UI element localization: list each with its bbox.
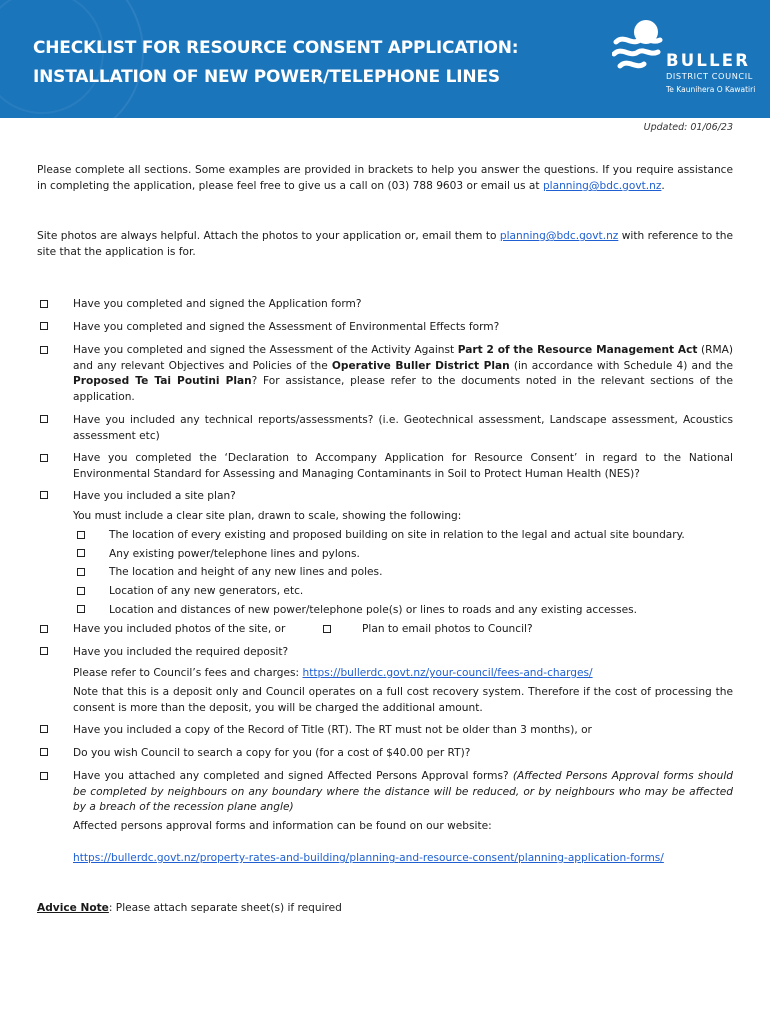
checkbox-council-search[interactable]: [40, 748, 48, 756]
site-plan-item-distances: Location and distances of new power/telephone pole(s) or lines to roads and any existing accesses.: [109, 604, 638, 616]
deposit-note: Note that this is a deposit only and Council operates on a full cost recovery system. Therefore if the cost of processing the consent is more than the deposit, you will be charged the additional amount.: [73, 686, 733, 714]
photos-text: Site photos are always helpful. Attach the photos to your application or, email them to: [37, 230, 500, 242]
site-plan-intro: You must include a clear site plan, drawn to scale, showing the following:: [73, 510, 462, 522]
item3-bold-tai-poutini: Proposed Te Tai Poutini Plan: [73, 375, 252, 388]
council-logo: [612, 16, 762, 100]
item11-text: Have you attached any completed and signed Affected Persons Approval forms?: [73, 770, 513, 782]
checkbox-affected-persons[interactable]: [40, 772, 48, 780]
item3-bold-rma: Part 2 of the Resource Management Act: [457, 344, 698, 356]
item-site-photos: Have you included photos of the site, or: [73, 623, 286, 635]
item3-text-a: Have you completed and signed the Assessment of the Activity Against: [73, 344, 458, 356]
item-aee-form: Have you completed and signed the Assessment of Environmental Effects form?: [73, 321, 500, 333]
intro-paragraph: [37, 162, 733, 194]
item-record-of-title: Have you included a copy of the Record of Title (RT). The RT must not be older than 3 months), or: [73, 724, 592, 736]
forms-link[interactable]: https://bullerdc.govt.nz/property-rates-and-building/planning-and-resource-consent/planning-application-forms/: [73, 852, 664, 864]
advice-note: [37, 901, 342, 917]
item-affected-persons: [73, 769, 733, 816]
checkbox-site-plan-generators[interactable]: [77, 587, 85, 595]
fees-text: Please refer to Council’s fees and charges:: [73, 667, 303, 679]
header-banner: [0, 0, 770, 118]
item3-text-e: (in accordance with Schedule 4) and the: [509, 359, 733, 372]
wave-logo-icon: [612, 16, 668, 86]
item3-text-c: (RMA) and any relevant Objectives and Policies of the: [73, 344, 733, 372]
checkbox-site-photos[interactable]: [40, 625, 48, 633]
item-site-plan: Have you included a site plan?: [73, 490, 236, 502]
checkbox-part2-assessment[interactable]: [40, 346, 48, 354]
item-deposit: Have you included the required deposit?: [73, 646, 289, 658]
checkbox-site-plan-new-lines[interactable]: [77, 568, 85, 576]
checkbox-nes-declaration[interactable]: [40, 454, 48, 462]
logo-name: BULLER: [666, 51, 751, 70]
site-plan-item-generators: Location of any new generators, etc.: [109, 585, 304, 597]
item3-bold-district-plan: Operative Buller District Plan: [331, 359, 510, 372]
site-plan-item-new-lines: The location and height of any new lines and poles.: [109, 566, 383, 578]
email-link[interactable]: planning@bdc.govt.nz: [542, 180, 662, 192]
photos-end: with reference to the site that the application is for.: [37, 230, 733, 258]
item3-text-g: ? For assistance, please refer to the documents noted in the relevant sections of the application.: [73, 375, 733, 403]
checkbox-technical-reports[interactable]: [40, 415, 48, 423]
updated-date: Updated: 01/06/23: [643, 122, 733, 133]
checkbox-deposit[interactable]: [40, 647, 48, 655]
site-plan-item-buildings: The location of every existing and proposed building on site in relation to the legal and actual site boundary.: [109, 529, 685, 541]
item-email-photos: Plan to email photos to Council?: [362, 623, 533, 635]
item-application-form: Have you completed and signed the Application form?: [73, 298, 362, 310]
intro-end: .: [661, 180, 665, 192]
forms-link-row: [73, 851, 664, 867]
intro-text: Please complete all sections. Some examples are provided in brackets to help you answer the questions. If you require assistance in completing the application, please feel free to give us a call on (03) 788 9603 or email us at: [37, 164, 733, 192]
affected-persons-website-note: Affected persons approval forms and information can be found on our website:: [73, 820, 492, 832]
checkbox-site-plan-existing-lines[interactable]: [77, 549, 85, 557]
item-council-search: Do you wish Council to search a copy for you (for a cost of $40.00 per RT)?: [73, 747, 471, 759]
checkbox-site-plan-distances[interactable]: [77, 605, 85, 613]
email-link[interactable]: planning@bdc.govt.nz: [499, 230, 619, 242]
checkbox-site-plan[interactable]: [40, 491, 48, 499]
item-nes-declaration: Have you completed the ‘Declaration to Accompany Application for Resource Consent’ in regard to the National Environmental Standard for Assessing and Managing Contaminants in Soil to Protect Human Health (NES)?: [73, 452, 733, 480]
item-part2-assessment: [73, 343, 733, 405]
site-plan-item-existing-lines: Any existing power/telephone lines and pylons.: [109, 548, 360, 560]
logo-subtitle: DISTRICT COUNCIL: [666, 71, 753, 81]
checkbox-record-of-title[interactable]: [40, 725, 48, 733]
checkbox-aee-form[interactable]: [40, 322, 48, 330]
fees-link[interactable]: https://bullerdc.govt.nz/your-council/fees-and-charges/: [302, 667, 593, 679]
checkbox-application-form[interactable]: [40, 300, 48, 308]
checkbox-site-plan-buildings[interactable]: [77, 531, 85, 539]
title-line-1: CHECKLIST FOR RESOURCE CONSENT APPLICATION:: [33, 38, 519, 58]
checkbox-email-photos[interactable]: [323, 625, 331, 633]
advice-label: Advice Note: [37, 902, 109, 914]
title-line-2: INSTALLATION OF NEW POWER/TELEPHONE LINES: [33, 67, 500, 87]
item-technical-reports: Have you included any technical reports/assessments? (i.e. Geotechnical assessment, Landscape assessment, Acoustics assessment etc): [73, 414, 733, 442]
fees-reference: [73, 666, 593, 682]
page-title: [33, 34, 518, 92]
item11-italic-note: (Affected Persons Approval forms should be completed by neighbours on any boundary where the distance will be reduced, or by neighbours who may be affected by a breach of the recession plane angle): [73, 770, 734, 814]
photos-paragraph: [37, 228, 733, 260]
advice-text: : Please attach separate sheet(s) if required: [108, 902, 342, 914]
logo-tagline: Te Kaunihera O Kawatiri: [666, 85, 756, 94]
